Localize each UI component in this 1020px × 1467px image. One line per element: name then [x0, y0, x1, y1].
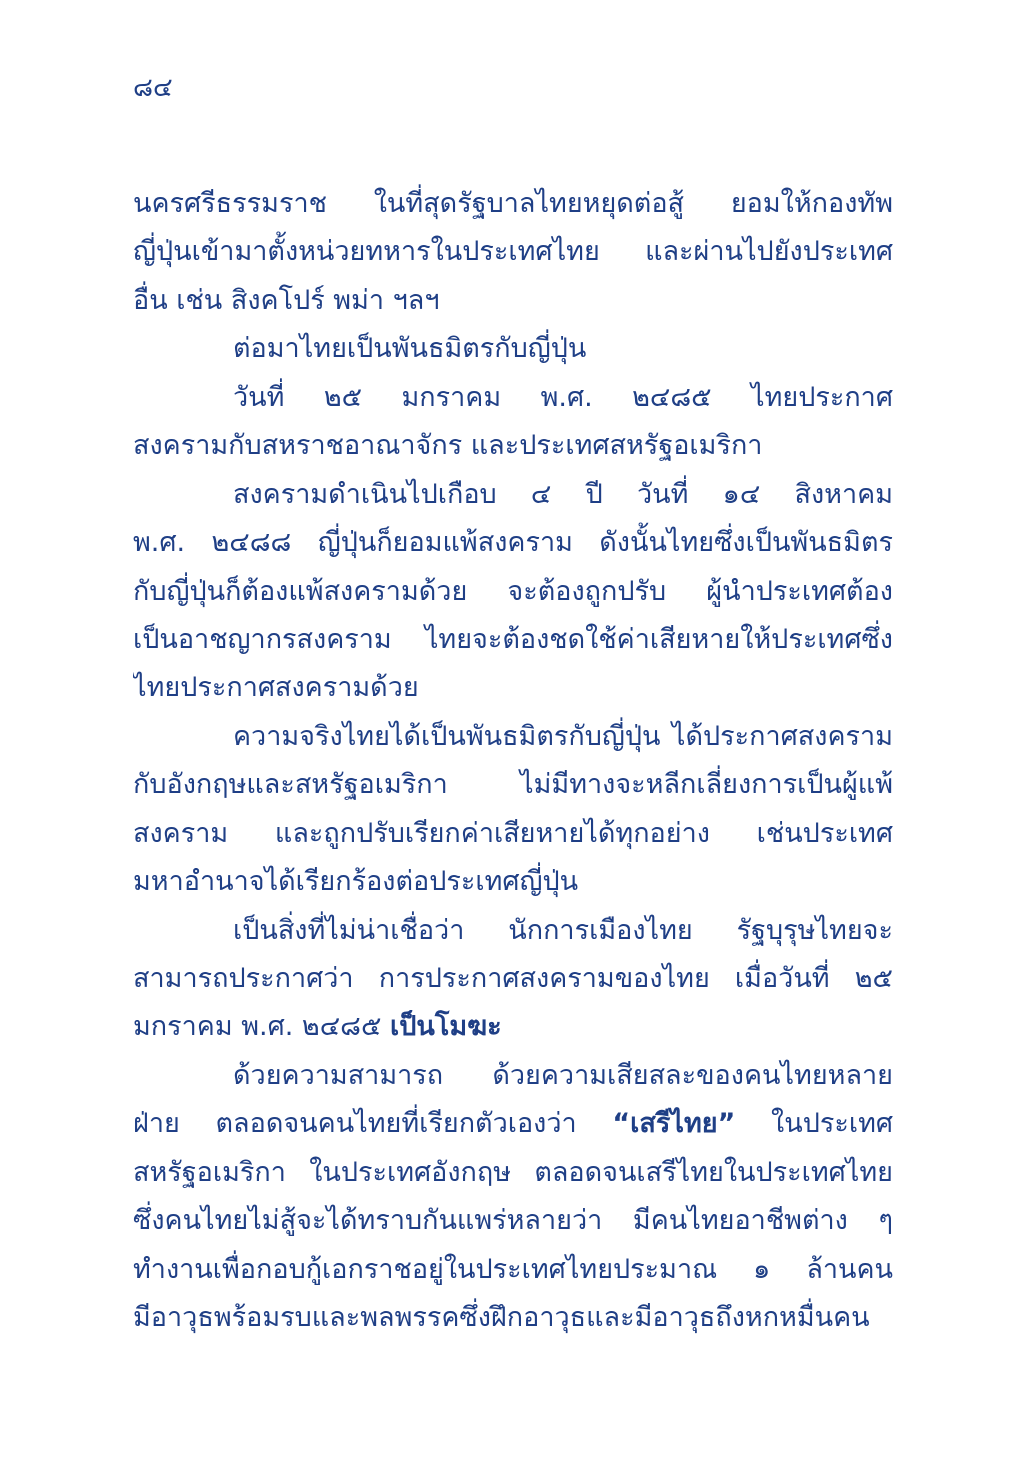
text-segment: อื่น เช่น สิงคโปร์ พม่า ฯลฯ: [133, 284, 440, 316]
text-line: [133, 325, 893, 373]
text-segment: เป็นสิ่งที่ไม่น่าเชื่อว่า นักการเมืองไทย รัฐบุรุษไทยจะ: [233, 914, 893, 946]
bold-emphasis: “เสรีไทย”: [612, 1108, 736, 1140]
text-line: [133, 1052, 893, 1100]
text-line: [133, 471, 893, 519]
text-segment: ฝ่าย ตลอดจนคนไทยที่เรียกตัวเองว่า: [133, 1108, 613, 1140]
text-line: [133, 519, 893, 567]
text-line: [133, 858, 893, 906]
text-line: [133, 713, 893, 761]
text-line: [133, 955, 893, 1003]
text-segment: สามารถประกาศว่า การประกาศสงครามของไทย เมื่อวันที่ ๒๕: [133, 963, 893, 994]
text-segment: นครศรีธรรมราช ในที่สุดรัฐบาลไทยหยุดต่อสู้ ยอมให้กองทัพ: [133, 188, 893, 219]
text-segment: พ.ศ. ๒๔๘๘ ญี่ปุ่นก็ยอมแพ้สงคราม ดังนั้นไทยซึ่งเป็นพันธมิตร: [133, 527, 893, 559]
text-line: [133, 1100, 893, 1148]
text-line: [133, 1149, 893, 1197]
text-segment: มหาอำนาจได้เรียกร้องต่อประเทศญี่ปุ่น: [133, 866, 579, 898]
text-line: [133, 1294, 893, 1342]
text-line: [133, 568, 893, 616]
text-line: [133, 374, 893, 422]
text-segment: กับอังกฤษและสหรัฐอเมริกา ไม่มีทางจะหลีกเลี่ยงการเป็นผู้แพ้: [133, 769, 893, 801]
text-segment: สงครามดำเนินไปเกือบ ๔ ปี วันที่ ๑๔ สิงหาคม: [233, 478, 893, 510]
text-line: [133, 277, 893, 325]
text-line: [133, 664, 893, 712]
text-segment: กับญี่ปุ่นก็ต้องแพ้สงครามด้วย จะต้องถูกปรับ ผู้นำประเทศต้อง: [133, 575, 893, 607]
text-segment: สงคราม และถูกปรับเรียกค่าเสียหายได้ทุกอย่าง เช่นประเทศ: [133, 817, 893, 849]
text-line: [133, 907, 893, 955]
text-segment: ในประเทศ: [735, 1108, 893, 1140]
text-segment: ซึ่งคนไทยไม่สู้จะได้ทราบกันแพร่หลายว่า มีคนไทยอาชีพต่าง ๆ: [133, 1205, 893, 1237]
text-segment: มีอาวุธพร้อมรบและพลพรรคซึ่งฝึกอาวุธและมีอาวุธถึงหกหมื่นคน: [133, 1302, 870, 1334]
text-segment: ทำงานเพื่อกอบกู้เอกราชอยู่ในประเทศไทยประมาณ ๑ ล้านคน: [133, 1253, 893, 1285]
text-line: [133, 422, 893, 470]
text-segment: ไทยประกาศสงครามด้วย: [133, 672, 419, 704]
text-line: [133, 1003, 893, 1051]
page-number: ๘๔: [133, 73, 173, 103]
text-segment: ต่อมาไทยเป็นพันธมิตรกับญี่ปุ่น: [233, 333, 587, 365]
bold-emphasis: เป็นโมฆะ: [390, 1011, 502, 1043]
text-segment: ญี่ปุ่นเข้ามาตั้งหน่วยทหารในประเทศไทย และผ่านไปยังประเทศ: [133, 236, 893, 268]
text-segment: มกราคม พ.ศ. ๒๔๘๕: [133, 1011, 391, 1043]
text-segment: ความจริงไทยได้เป็นพันธมิตรกับญี่ปุ่น ได้ประกาศสงคราม: [233, 720, 893, 752]
text-segment: วันที่ ๒๕ มกราคม พ.ศ. ๒๔๘๕ ไทยประกาศ: [233, 381, 893, 413]
text-line: [133, 761, 893, 809]
text-line: [133, 1246, 893, 1294]
text-line: [133, 810, 893, 858]
body-text: [133, 180, 893, 1343]
text-line: [133, 228, 893, 276]
text-segment: เป็นอาชญากรสงคราม ไทยจะต้องชดใช้ค่าเสียหายให้ประเทศซึ่ง: [133, 623, 893, 655]
text-line: [133, 180, 893, 228]
text-segment: ด้วยความสามารถ ด้วยความเสียสละของคนไทยหลาย: [233, 1059, 893, 1091]
text-line: [133, 1197, 893, 1245]
text-segment: สหรัฐอเมริกา ในประเทศอังกฤษ ตลอดจนเสรีไทยในประเทศไทย: [133, 1156, 893, 1188]
text-line: [133, 616, 893, 664]
text-segment: สงครามกับสหราชอาณาจักร และประเทศสหรัฐอเมริกา: [133, 430, 763, 462]
